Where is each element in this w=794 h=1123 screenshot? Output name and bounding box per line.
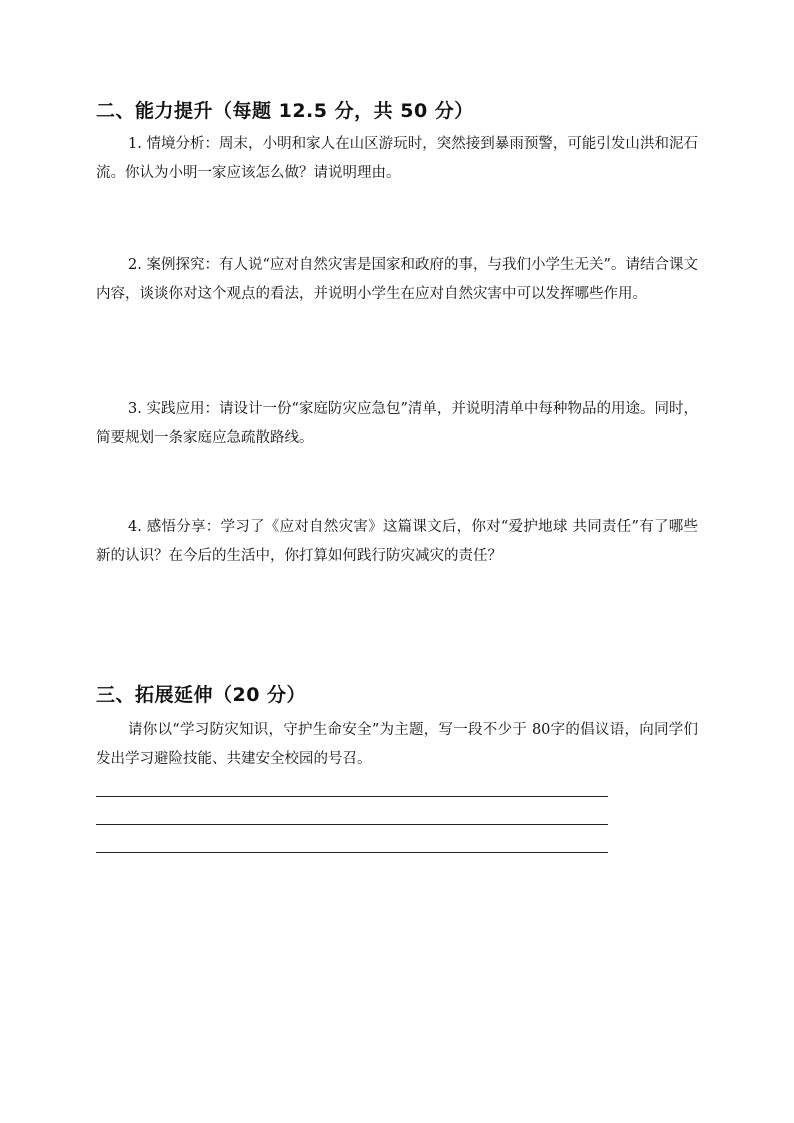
section-3-prompt: 请你以“学习防灾知识，守护生命安全”为主题，写一段不少于 80字的倡议语，向同学们发出学习避险技能、共建安全校园的号召。 [96,722,698,767]
answer-line[interactable] [96,824,608,825]
question-4: 4. 感悟分享：学习了《应对自然灾害》这篇课文后，你对“爱护地球 共同责任”有了哪些新的认识？在今后的生活中，你打算如何践行防灾减灾的责任？ [96,519,698,564]
answer-line[interactable] [96,796,608,797]
question-1: 1. 情境分析：周末，小明和家人在山区游玩时，突然接到暴雨预警，可能引发山洪和泥石流。你认为小明一家应该怎么做？请说明理由。 [96,136,698,181]
question-3: 3. 实践应用：请设计一份“家庭防灾应急包”清单，并说明清单中每种物品的用途。同时，简要规划一条家庭应急疏散路线。 [96,401,698,446]
section-2-title: 二、能力提升（每题 12.5 分，共 50 分） [96,100,474,122]
question-2: 2. 案例探究：有人说“应对自然灾害是国家和政府的事，与我们小学生无关”。请结合课文内容，谈谈你对这个观点的看法，并说明小学生在应对自然灾害中可以发挥哪些作用。 [96,257,698,302]
section-3-title: 三、拓展延伸（20 分） [96,684,307,706]
answer-line[interactable] [96,852,608,853]
